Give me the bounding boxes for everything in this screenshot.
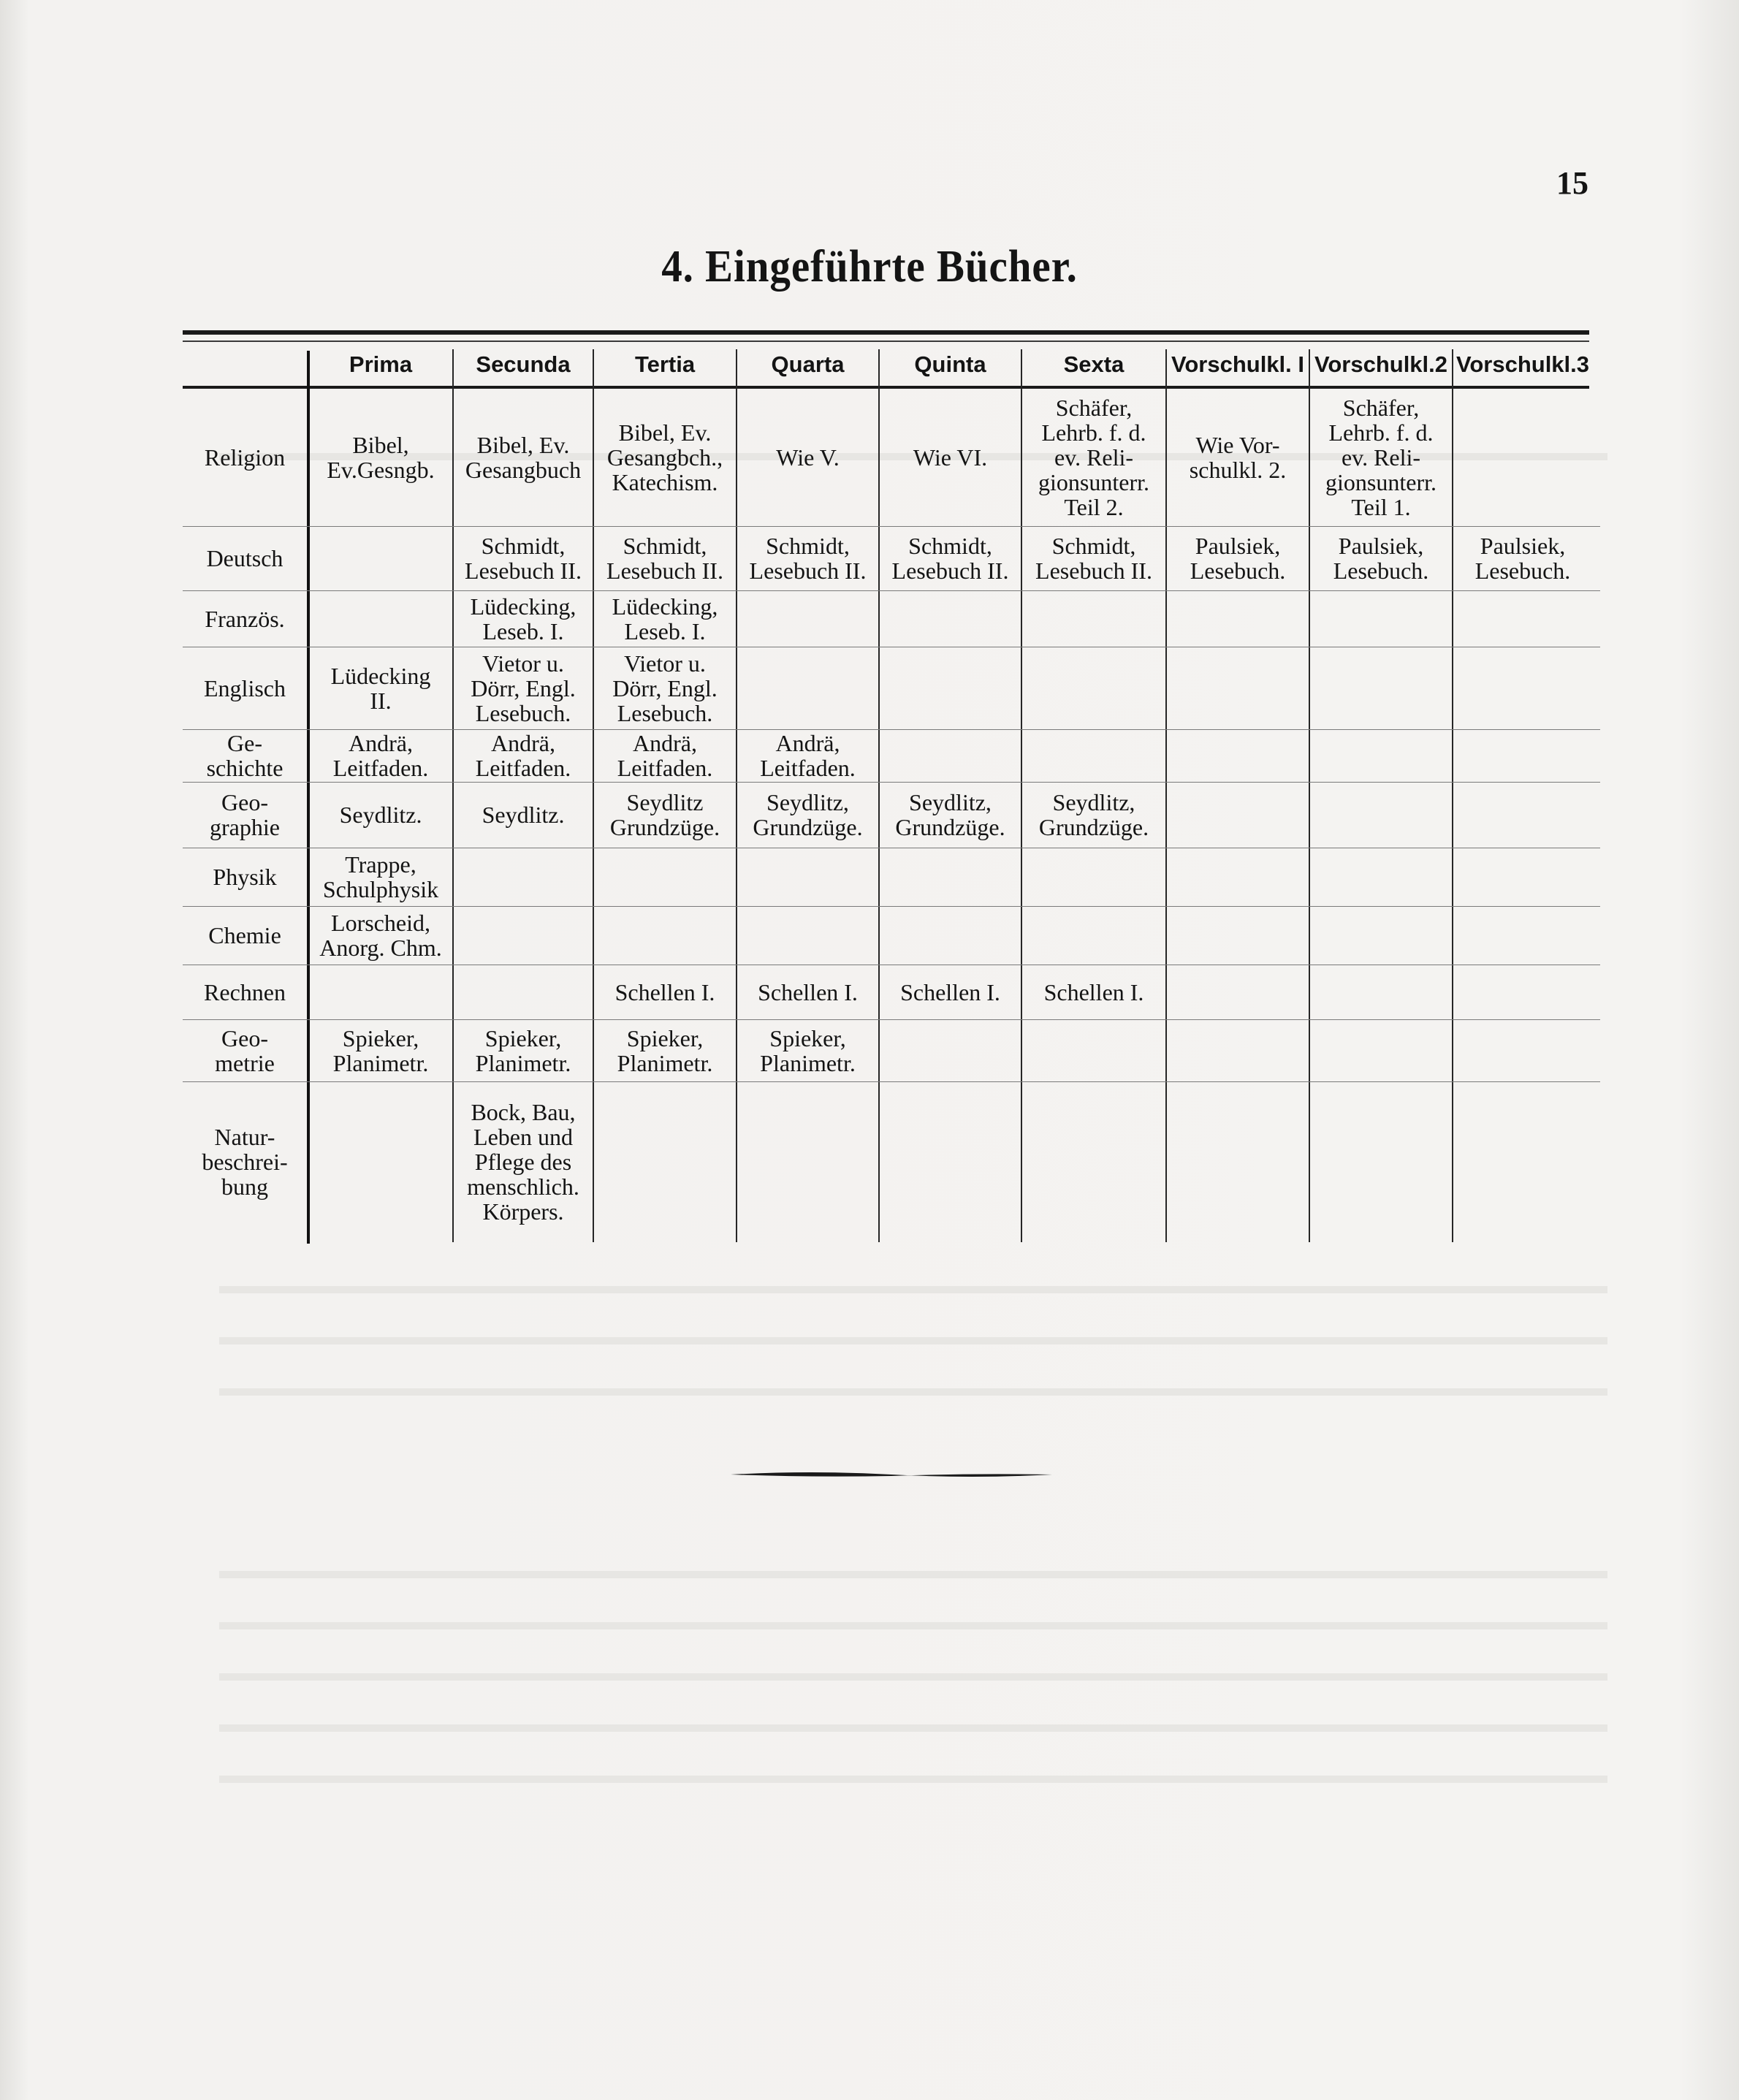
table-cell: Wie VI.	[913, 444, 988, 471]
table-cell: Paulsiek, Lesebuch.	[1474, 533, 1571, 584]
table-cell: Schmidt, Lesebuch II.	[606, 533, 723, 584]
table-cell: Schmidt, Lesebuch II.	[891, 533, 1009, 584]
row-subject: Chemie	[208, 922, 281, 948]
table-cell: Schäfer, Lehrb. f. d. ev. Reli- gionsunterr. Teil 2.	[1038, 395, 1149, 520]
table-cell: Andrä, Leitfaden.	[617, 730, 713, 781]
column-header: Vorschulkl. I	[1171, 351, 1305, 377]
table-cell: Spieker, Planimetr.	[760, 1024, 856, 1076]
table-cell: Lorscheid, Anorg. Chm.	[319, 910, 442, 961]
column-header: Quarta	[771, 351, 845, 377]
table-cell: Andrä, Leitfaden.	[332, 730, 429, 781]
column-header: Sexta	[1063, 351, 1125, 377]
bleed-through-line	[219, 1724, 1607, 1732]
row-subject: Physik	[213, 864, 277, 890]
table-cell: Seydlitz, Grundzüge.	[753, 789, 863, 840]
column-header: Vorschulkl.2	[1314, 351, 1448, 377]
table-cell: Spieker, Planimetr.	[617, 1024, 713, 1076]
row-subject: Deutsch	[206, 545, 284, 571]
table-cell: Vietor u. Dörr, Engl. Lesebuch.	[471, 650, 576, 726]
table-row-rule	[183, 590, 1600, 591]
table-cell: Seydlitz, Grundzüge.	[895, 789, 1005, 840]
table-cell: Schellen I.	[1043, 978, 1144, 1005]
table-cell: Andrä, Leitfaden.	[475, 730, 571, 781]
table-cell: Schmidt, Lesebuch II.	[749, 533, 867, 584]
table-cell: Bibel, Ev.Gesngb.	[327, 432, 435, 483]
table-cell: Bibel, Ev. Gesangbuch	[465, 432, 582, 483]
bleed-through-line	[219, 1337, 1607, 1344]
row-subject: Rechnen	[204, 978, 286, 1005]
table-top-rule	[183, 330, 1589, 335]
bleed-through-line	[219, 1388, 1607, 1396]
table-cell: Seydlitz.	[339, 802, 422, 828]
table-cell: Spieker, Planimetr.	[332, 1024, 429, 1076]
table-cell: Spieker, Planimetr.	[475, 1024, 571, 1076]
section-title: 4. Eingeführte Bücher.	[661, 242, 1078, 292]
table-cell: Schäfer, Lehrb. f. d. ev. Reli- gionsunterr. Teil 1.	[1325, 395, 1437, 520]
ornament-divider-icon	[731, 1469, 1052, 1480]
table-cell: Seydlitz Grundzüge.	[609, 789, 720, 840]
table-cell: Schellen I.	[758, 978, 858, 1005]
column-header: Tertia	[634, 351, 696, 377]
bleed-through-line	[219, 1622, 1607, 1629]
table-cell: Paulsiek, Lesebuch.	[1190, 533, 1286, 584]
row-subject: Natur- beschrei- bung	[202, 1124, 288, 1200]
column-header: Prima	[349, 351, 413, 377]
bleed-through-line	[219, 1673, 1607, 1681]
row-subject: Englisch	[204, 674, 286, 701]
bleed-through-line	[219, 1286, 1607, 1293]
row-subject: Geo- metrie	[215, 1024, 275, 1076]
table-cell: Schmidt, Lesebuch II.	[465, 533, 582, 584]
table-cell: Schellen I.	[900, 978, 1000, 1005]
table-top-rule-thin	[183, 341, 1589, 342]
table-cell: Seydlitz, Grundzüge.	[1038, 789, 1149, 840]
table-row-rule	[183, 1081, 1600, 1082]
bleed-through-line	[219, 1776, 1607, 1783]
table-cell: Trappe, Schulphysik	[322, 851, 439, 902]
table-cell: Bock, Bau, Leben und Pflege des menschlich. Körpers.	[467, 1099, 579, 1225]
table-cell: Lüdecking, Leseb. I.	[470, 593, 577, 644]
table-cell: Seydlitz.	[482, 802, 565, 828]
table-cell: Wie Vor- schulkl. 2.	[1189, 432, 1287, 483]
table-cell: Andrä, Leitfaden.	[760, 730, 856, 781]
row-subject: Religion	[204, 444, 286, 471]
table-cell: Vietor u. Dörr, Engl. Lesebuch.	[612, 650, 718, 726]
table-cell: Paulsiek, Lesebuch.	[1333, 533, 1429, 584]
page-number: 15	[1556, 165, 1588, 201]
column-header: Vorschulkl.3	[1455, 351, 1590, 377]
bleed-through-line	[219, 1571, 1607, 1578]
row-subject: Französ.	[205, 605, 285, 632]
table-cell: Lüdecking, Leseb. I.	[612, 593, 718, 644]
row-subject: Ge- schichte	[206, 730, 284, 781]
table-cell: Schmidt, Lesebuch II.	[1035, 533, 1152, 584]
table-cell: Schellen I.	[614, 978, 715, 1005]
table-cell: Bibel, Ev. Gesangbch., Katechism.	[606, 419, 723, 495]
column-header: Secunda	[476, 351, 571, 377]
column-header: Quinta	[914, 351, 986, 377]
table-cell: Lüdecking II.	[330, 662, 431, 714]
row-subject: Geo- graphie	[210, 789, 280, 840]
table-cell: Wie V.	[776, 444, 840, 471]
